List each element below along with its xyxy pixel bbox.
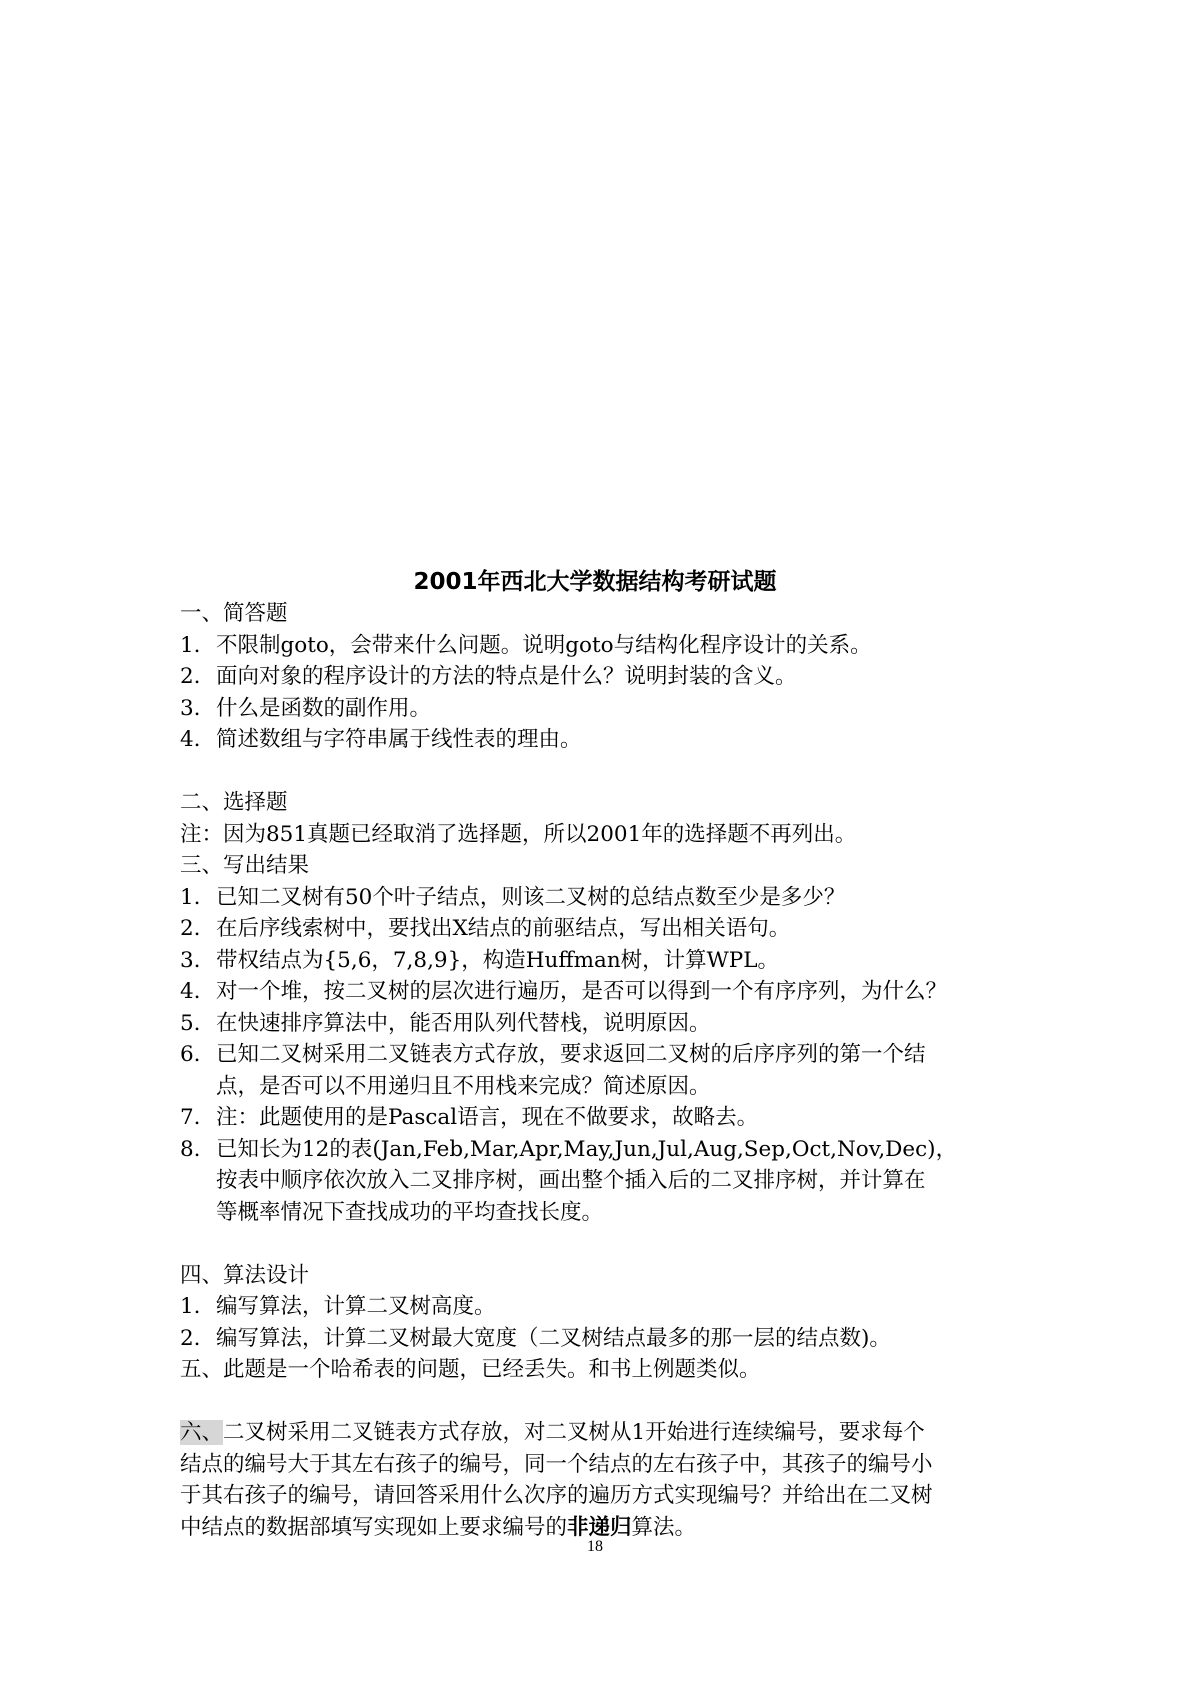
question-text: 编写算法，计算二叉树最大宽度（二叉树结点最多的那一层的结点数)。 xyxy=(216,1325,891,1351)
question-text: 编写算法，计算二叉树高度。 xyxy=(216,1294,496,1319)
question-item xyxy=(180,1134,1020,1229)
question-item xyxy=(180,1039,1020,1102)
question-number: 4. xyxy=(180,979,201,1004)
spacer xyxy=(180,1228,1020,1260)
section-six-line: 结点的编号大于其左右孩子的编号，同一个结点的左右孩子中，其孩子的编号小 xyxy=(180,1451,933,1477)
question-text xyxy=(216,1134,957,1229)
question-number: 2. xyxy=(180,1325,201,1351)
question-text: 已知二叉树有50个叶子结点，则该二叉树的总结点数至少是多少？ xyxy=(216,884,846,910)
question-item xyxy=(180,1102,1020,1134)
question-item xyxy=(180,945,1020,977)
question-text: 在后序线索树中，要找出X结点的前驱结点，写出相关语句。 xyxy=(216,916,791,941)
question-text: 在快速排序算法中，能否用队列代替栈，说明原因。 xyxy=(216,1010,711,1036)
question-item xyxy=(180,724,1020,756)
question-number: 6. xyxy=(180,1042,201,1067)
question-item xyxy=(180,661,1020,693)
emphasis-non-recursive: 非递归 xyxy=(567,1514,632,1540)
question-text-line: 等概率情况下查找成功的平均查找长度。 xyxy=(216,1199,604,1225)
question-number: 3. xyxy=(180,695,201,721)
section-heading-multiple-choice: 二、选择题 xyxy=(180,790,288,815)
section-heading-write-results: 三、写出结果 xyxy=(180,853,310,878)
question-item xyxy=(180,1008,1020,1040)
question-number: 4. xyxy=(180,727,201,752)
question-text-line: 已知长为12的表(Jan,Feb,Mar,Apr,May,Jun,Jul,Aug,Sep,Oct,Nov,Dec)， xyxy=(216,1136,958,1162)
question-text: 带权结点为{5,6，7,8,9}，构造Huffman树，计算WPL。 xyxy=(216,947,780,973)
question-item xyxy=(180,882,1020,914)
section-five-text: 五、此题是一个哈希表的问题，已经丢失。和书上例题类似。 xyxy=(180,1357,761,1382)
section-six-line: 于其右孩子的编号，请回答采用什么次序的遍历方式实现编号？并给出在二叉树 xyxy=(180,1483,933,1508)
section-note: 注：因为851真题已经取消了选择题，所以2001年的选择题不再列出。 xyxy=(180,821,857,847)
section-six-text: 中结点的数据部填写实现如上要求编号的 xyxy=(180,1514,568,1540)
question-number: 1. xyxy=(180,884,201,910)
section-six-line xyxy=(180,1417,1020,1449)
question-text xyxy=(216,1039,926,1102)
question-item xyxy=(180,1323,1020,1355)
question-text: 对一个堆，按二叉树的层次进行遍历，是否可以得到一个有序序列，为什么？ xyxy=(216,979,948,1004)
question-number: 1. xyxy=(180,632,201,658)
exam-content xyxy=(180,598,1020,1543)
question-text-line: 已知二叉树采用二叉链表方式存放，要求返回二叉树的后序序列的第一个结 xyxy=(216,1042,926,1067)
section-heading-short-answer: 一、简答题 xyxy=(180,601,288,626)
question-item xyxy=(180,1291,1020,1323)
question-text: 什么是函数的副作用。 xyxy=(216,695,432,721)
question-number: 5. xyxy=(180,1010,201,1036)
question-number: 1. xyxy=(180,1294,201,1319)
question-number: 2. xyxy=(180,664,201,689)
section-six-text: 二叉树采用二叉链表方式存放，对二叉树从1开始进行连续编号，要求每个 xyxy=(223,1420,925,1445)
spacer xyxy=(180,1386,1020,1418)
question-text: 简述数组与字符串属于线性表的理由。 xyxy=(216,727,582,752)
section-six-label: 六、 xyxy=(180,1420,224,1445)
question-number: 7. xyxy=(180,1105,201,1130)
question-number: 3. xyxy=(180,947,201,973)
question-item xyxy=(180,976,1020,1008)
section-six-text: 算法。 xyxy=(631,1514,697,1540)
question-text: 注：此题使用的是Pascal语言，现在不做要求，故略去。 xyxy=(216,1105,759,1130)
question-text: 面向对象的程序设计的方法的特点是什么？说明封装的含义。 xyxy=(216,664,797,689)
question-item xyxy=(180,693,1020,725)
spacer xyxy=(180,756,1020,788)
page-number: 18 xyxy=(587,1538,603,1555)
section-heading-algorithm-design: 四、算法设计 xyxy=(180,1262,310,1288)
question-text-line: 按表中顺序依次放入二叉排序树，画出整个插入后的二叉排序树，并计算在 xyxy=(216,1168,926,1193)
question-text-line: 点，是否可以不用递归且不用栈来完成？简述原因。 xyxy=(216,1073,711,1099)
question-text: 不限制goto，会带来什么问题。说明goto与结构化程序设计的关系。 xyxy=(216,632,872,658)
page-title: 2001年西北大学数据结构考研试题 xyxy=(413,569,777,595)
question-number: 8. xyxy=(180,1136,201,1162)
question-item xyxy=(180,913,1020,945)
question-item xyxy=(180,630,1020,662)
question-number: 2. xyxy=(180,916,201,941)
